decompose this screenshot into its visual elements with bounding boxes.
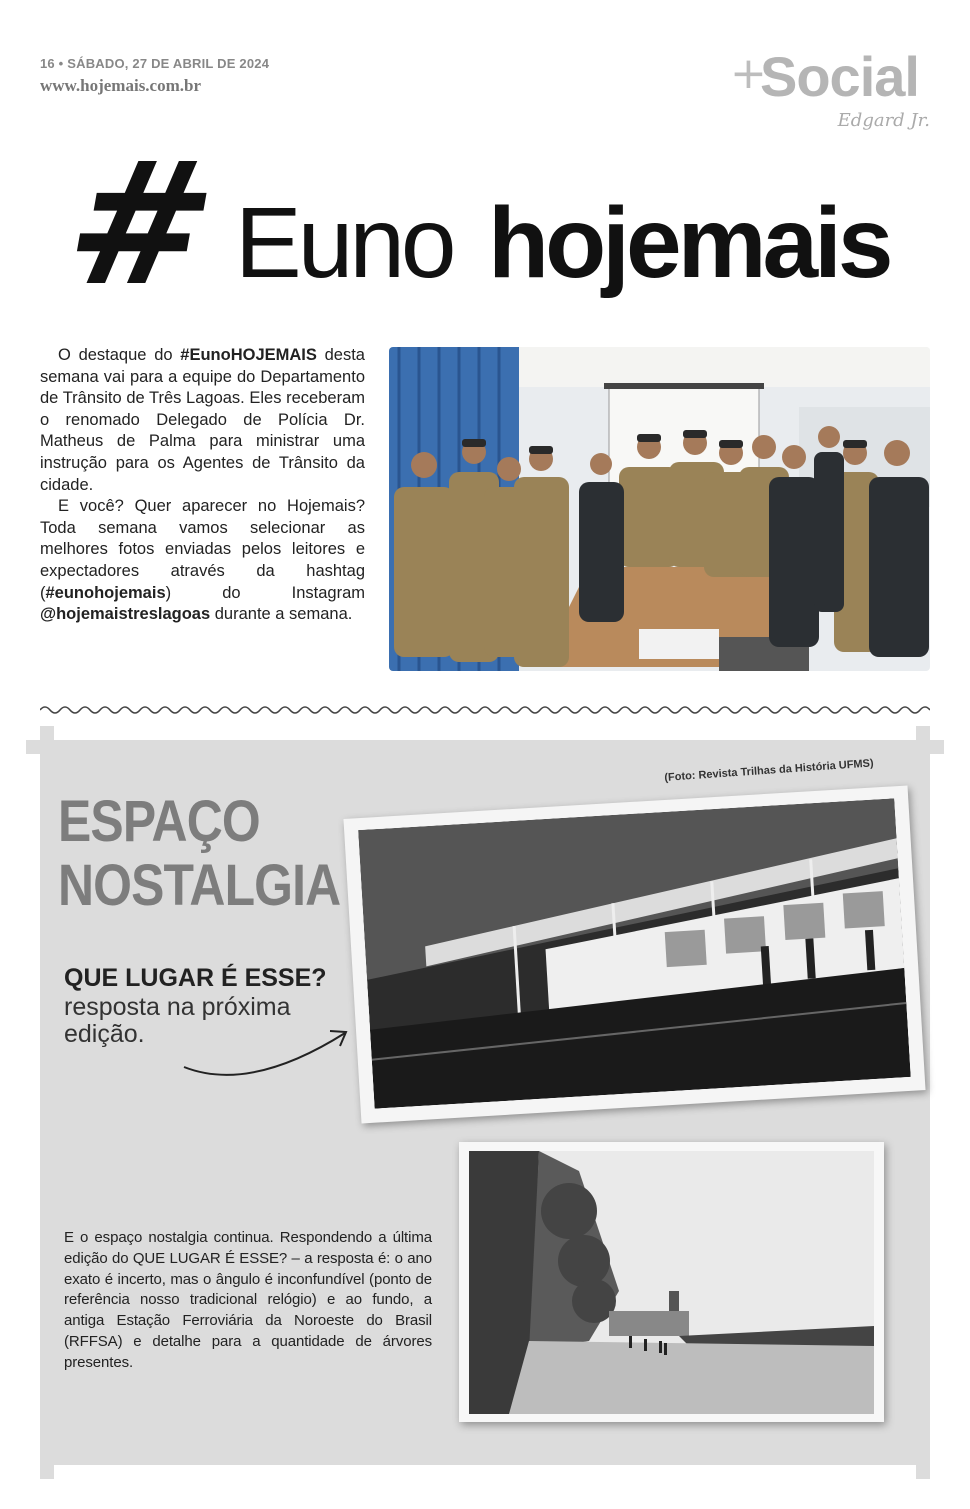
station-photo-illustration [358, 798, 911, 1108]
p2-instagram-handle: @hojemaistreslagoas [40, 605, 211, 624]
title-light: Euno [235, 187, 453, 299]
brand-word: Social [760, 45, 919, 108]
curved-arrow-icon [180, 1015, 360, 1085]
previous-answer-photo [459, 1142, 884, 1422]
section-brand-logo [730, 40, 930, 135]
brand-plus: + [730, 48, 767, 99]
p1-rest: desta semana vai para a equipe do Departamento de Trânsito de Três Lagoas. Eles receberam o renomado Delegado de Polícia Dr. Matheus de Palma para ministrar uma instrução para os Agentes de Trânsito da cidade. [40, 346, 365, 494]
nostalgia-title [58, 790, 340, 918]
panel-corner-tl [40, 726, 54, 740]
wavy-divider [40, 703, 930, 717]
title-hash: # [52, 126, 230, 324]
featured-photo [389, 347, 930, 671]
p2-intro: E você? Quer aparecer no Hojemais? Toda semana vamos selecionar as melhores fotos enviadas pelos leitores e expectadores através da hashtag ( [40, 497, 365, 602]
title-bold: hojemais [488, 187, 890, 299]
clock-tower-photo-illustration [469, 1151, 874, 1414]
p2-hashtag: #eunohojemais [45, 583, 166, 602]
p1-intro: O destaque do [58, 346, 181, 364]
nostalgia-title-line2: NOSTALGIA [58, 853, 341, 918]
group-photo-illustration [389, 347, 930, 671]
panel-corner-tl2 [26, 740, 40, 754]
p1-hashtag: #EunoHOJEMAIS [180, 346, 317, 364]
panel-corner-tr [916, 726, 930, 740]
featured-paragraph-1 [40, 345, 365, 496]
p2-mid: ) do Instagram [165, 583, 365, 602]
photo-credit: (Foto: Revista Trilhas da História UFMS) [664, 757, 874, 784]
featured-paragraph-2 [40, 496, 365, 626]
p2-end: durante a semana. [210, 605, 353, 624]
panel-corner-bl [40, 1465, 54, 1479]
previous-answer-text: E o espaço nostalgia continua. Respondendo a última edição do QUE LUGAR É ESSE? – a resposta é: o ano exato é incerto, mas o ângulo é inconfundível (ponto de referência nosso tradicional relógio) e ao fundo, a antiga Estação Ferroviária da Noroeste do Brasil (RFFSA) e detalhe para a quantidade de árvores presentes. [64, 1229, 432, 1371]
page-date-line: 16 • SÁBADO, 27 DE ABRIL DE 2024 [40, 56, 270, 71]
question-subtitle: resposta na próxima edição. [64, 993, 291, 1048]
mystery-place-photo [343, 786, 925, 1124]
site-url[interactable]: www.hojemais.com.br [40, 76, 202, 95]
panel-corner-br [916, 1465, 930, 1479]
panel-corner-tr2 [930, 740, 944, 754]
brand-signature: Edgard Jr. [837, 110, 930, 131]
featured-article [40, 345, 365, 626]
nostalgia-title-line1: ESPAÇO [58, 789, 260, 854]
question-heading: QUE LUGAR É ESSE? [64, 964, 327, 992]
